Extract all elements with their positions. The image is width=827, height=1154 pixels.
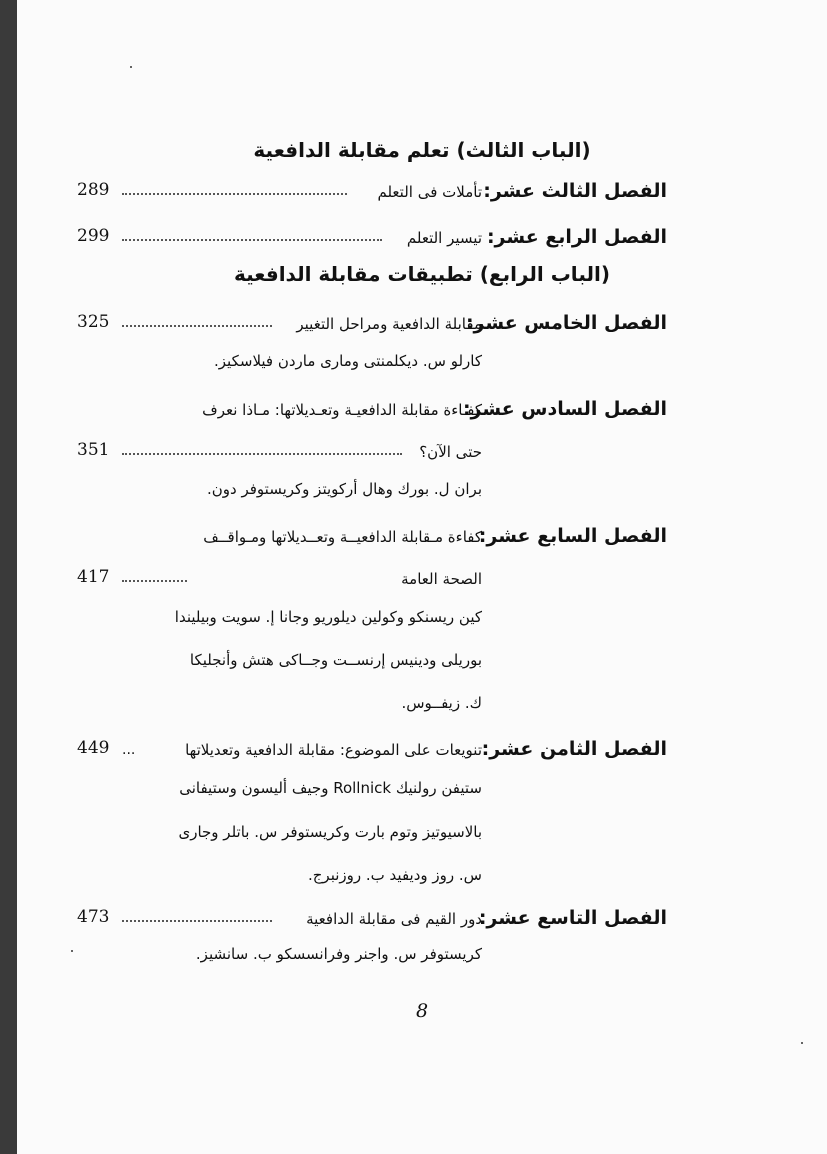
chapter-title: تيسير التعلم: [406, 229, 482, 247]
toc-entry-13: [17, 174, 827, 204]
toc-entry-16-continued: [17, 434, 827, 464]
scan-speck: [801, 1042, 803, 1044]
page-number: 325: [77, 312, 110, 332]
chapter-authors: كارلو س. ديكلمنتى ومارى ماردن فيلاسكيز.: [214, 352, 482, 370]
toc-entry-17: [17, 519, 827, 549]
chapter-label: الفصل السادس عشر:: [462, 398, 667, 420]
chapter-authors: بالاسيوتيز وتوم بارت وكريستوفر س. باتلر وجارى: [178, 823, 482, 841]
chapter-label: الفصل الرابع عشر:: [486, 226, 667, 248]
toc-entry-16: [17, 392, 827, 422]
part-three-heading: (الباب الثالث) تعلم مقابلة الدافعية: [253, 138, 591, 162]
dot-leader: ...: [122, 742, 136, 758]
page-number: 417: [77, 567, 110, 587]
dot-leader: [122, 239, 382, 241]
scan-speck: [71, 950, 73, 952]
chapter-title: تأملات فى التعلم: [377, 183, 482, 201]
dot-leader: [122, 920, 272, 922]
chapter-authors: ستيفن رولنيك Rollnick وجيف أليسون وستيفانى: [179, 779, 482, 797]
page-number: 351: [77, 440, 110, 460]
chapter-label: الفصل التاسع عشر:: [478, 907, 667, 929]
chapter-label: الفصل السابع عشر:: [478, 525, 667, 547]
chapter-title-continued: حتى الآن؟: [419, 443, 482, 461]
chapter-label: الفصل الثالث عشر:: [483, 180, 667, 202]
chapter-label: الفصل الثامن عشر:: [481, 738, 667, 760]
chapter-authors: كريستوفر س. واجنر وفرانسسكو ب. سانشيز.: [195, 945, 482, 963]
part-four-heading: (الباب الرابع) تطبيقات مقابلة الدافعية: [234, 262, 610, 286]
dot-leader: [122, 453, 402, 455]
chapter-title: مقابلة الدافعية ومراحل التغيير: [296, 315, 482, 333]
page-number: 449: [77, 738, 110, 758]
toc-entry-19: [17, 901, 827, 931]
book-page: [17, 0, 827, 1154]
toc-entry-18: [17, 732, 827, 762]
page-folio: 8: [415, 1000, 429, 1022]
chapter-authors: كين ريسنكو وكولين ديلوريو وجانا إ. سويت وبيليندا: [174, 608, 482, 626]
page-number: 473: [77, 907, 110, 927]
chapter-authors: بران ل. بورك وهال أركويتز وكريستوفر دون.: [207, 480, 482, 498]
dot-leader: [122, 325, 272, 327]
dot-leader: [122, 193, 347, 195]
chapter-title-continued: الصحة العامة: [401, 570, 482, 588]
scan-speck: [130, 66, 132, 68]
toc-entry-15: [17, 306, 827, 336]
page-number: 289: [77, 180, 110, 200]
dot-leader: [122, 580, 187, 582]
toc-entry-14: [17, 220, 827, 250]
chapter-authors: بوريلى ودينيس إرنســت وجــاكى هتش وأنجليكا: [189, 651, 482, 669]
toc-entry-17-continued: [17, 561, 827, 591]
chapter-title: كفـاءة مقابلة الدافعيـة وتعـديلاتها: مـاذا نعرف: [202, 401, 482, 419]
page-number: 299: [77, 226, 110, 246]
chapter-authors: س. روز وديفيد ب. روزنبرج.: [307, 866, 482, 884]
chapter-authors: ك. زيفــوس.: [401, 694, 482, 712]
chapter-title: دور القيم فى مقابلة الدافعية: [306, 910, 482, 928]
chapter-title: كفاءة مـقابلة الدافعيــة وتعــديلاتها ومـواقــف: [203, 528, 482, 546]
chapter-title: تنويعات على الموضوع: مقابلة الدافعية وتعديلاتها: [185, 741, 482, 759]
chapter-label: الفصل الخامس عشر:: [465, 312, 667, 334]
